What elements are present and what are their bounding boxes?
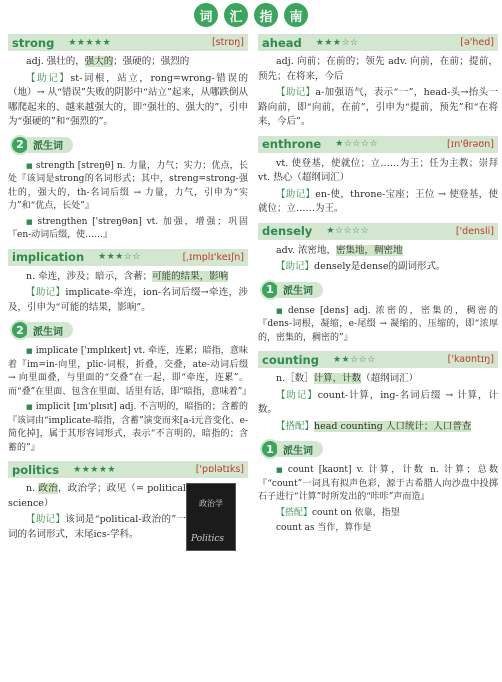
- headword: strong: [12, 35, 55, 50]
- header-char-1: 词: [194, 3, 218, 27]
- headword: implication: [12, 250, 85, 264]
- definition: vt. 使登基，使就位；立……为王；任为主教；崇拜 vt. 热心（超纲词汇）: [258, 157, 498, 183]
- memo: 【助记】implicate-牵连，ion-名词后缀→牵连，涉及，引申为“可能的结果，影响”。: [8, 287, 248, 313]
- pronunciation: ['pɒlətɪks]: [195, 464, 244, 475]
- word-bar-politics: [8, 461, 248, 478]
- derivatives-heading: [10, 319, 248, 341]
- book-subtitle: Politics: [191, 534, 225, 544]
- definition: adj. 向前；在前的；领先 adv. 向前，在前；提前，预先；在将来，今后: [258, 56, 498, 82]
- pronunciation: [strɒŋ]: [211, 37, 244, 48]
- derivatives-count-badge: 1: [260, 439, 280, 459]
- header-char-3: 指: [254, 3, 278, 27]
- derivatives-label: 派生词: [277, 441, 323, 457]
- word-bar-strong: [8, 34, 248, 51]
- book-cover-image: [186, 483, 236, 551]
- header-char-4: 南: [284, 3, 308, 27]
- bullet-square-icon: ■: [276, 466, 285, 474]
- bullet-square-icon: ■: [26, 217, 35, 226]
- word-bar-ahead: [258, 34, 498, 51]
- frequency-stars: ★★★☆☆: [98, 252, 141, 262]
- derived-word: ■ implicate ['ɪmplɪkeɪt] vt. 牵连，连累；暗指，意味着『im=in-向里，plic-词根，折叠，交叠，ate-动词后缀 → 向里面叠，与里面的“交叠”在一起，即“牵连，连累”。而“叠”在里面、包含在里面、话里有话，即“暗指，意味着”』: [8, 346, 252, 397]
- memo: 【助记】en-使，throne-宝座；王位 → 使登基，使就位；立……为王。: [258, 188, 498, 214]
- derived-word: ■ strengthen ['streŋθən] vt. 加强，增强；巩固『en-动词后缀，使……』: [8, 216, 248, 240]
- pronunciation: [ɪn'θrəʊn]: [446, 138, 494, 150]
- right-column: [258, 34, 498, 538]
- memo: 【助记】a-加强语气，表示“一”，head-头→抬头一路向前，即“向前，在前”，引申为“提前，预先”和“在将来，今后”。: [258, 87, 498, 127]
- definition: n. 政治，政治学；政见（= political science）: [8, 483, 186, 509]
- word-bar-densely: [258, 223, 498, 240]
- entry-implication: [8, 249, 252, 456]
- headword: counting: [262, 352, 319, 367]
- pronunciation: [ˌɪmplɪ'keɪʃn]: [182, 251, 244, 263]
- bullet-square-icon: ■: [26, 161, 33, 170]
- headword: enthrone: [262, 137, 322, 151]
- bullet-square-icon: ■: [26, 347, 33, 355]
- collocation: count as 当作，算作是: [276, 523, 372, 533]
- definition: n.［数］计算，计数（超纲词汇）: [276, 373, 419, 384]
- memo: 【助记】count-计算，ing-名词后缀 → 计算，计数。: [258, 389, 498, 415]
- entry-counting: [258, 351, 498, 536]
- left-column: [8, 34, 252, 544]
- bullet-square-icon: ■: [276, 306, 285, 315]
- derivatives-count-badge: 1: [260, 280, 280, 300]
- derivatives-heading: [260, 438, 498, 460]
- definition: adj. 强壮的，强大的；强硬的；强烈的: [26, 56, 190, 67]
- derivatives-count-badge: 2: [10, 135, 30, 155]
- collocation: 【搭配】head counting 人口统计；人口普查: [276, 420, 472, 432]
- entry-politics: [8, 461, 248, 542]
- frequency-stars: ★★★★★: [73, 464, 116, 475]
- memo: 【助记】densely是dense的副词形式。: [276, 261, 446, 272]
- entry-ahead: [258, 34, 498, 130]
- pronunciation: ['kaʊntɪŋ]: [447, 354, 494, 365]
- word-bar-counting: [258, 351, 498, 368]
- frequency-stars: ★★☆☆☆: [332, 354, 376, 365]
- derived-word: ■ strength [streŋθ] n. 力量，力气；实力；优点，长处『该词是strong的名词形式；其中，streng=strong-强壮的，强大的，th-名词后缀 → 力量，力气，引申为“实力”和“优点，长处”』: [8, 160, 248, 211]
- derivatives-label: 派生词: [27, 322, 73, 338]
- headword: ahead: [262, 35, 302, 50]
- memo: 【助记】该词是“political-政治的”一词的名词形式，末尾ics-学科。: [8, 514, 186, 540]
- frequency-stars: ★★★★★: [68, 37, 112, 48]
- header-char-2: 汇: [224, 3, 248, 27]
- pronunciation: [ə'hed]: [460, 37, 494, 48]
- entry-densely: [258, 223, 498, 346]
- derived-word: ■ implicit [ɪm'plɪsɪt] adj. 不言明的，暗指的；含蓄的『该词由“implicate-暗指，含蓄”演变而来[a-i元音变化、e-简化掉]，属于其形容词形式，表示“不言明的，暗指的；含蓄的”』: [8, 402, 248, 453]
- word-bar-implication: [8, 249, 248, 266]
- definition: adv. 浓密地，密集地，稠密地: [276, 244, 403, 256]
- collocation: 【搭配】count on 依靠，指望: [276, 507, 400, 518]
- definition: n. 牵连，涉及；暗示，含蓄；可能的结果，影响: [26, 270, 229, 282]
- derivatives-count-badge: 2: [10, 320, 30, 340]
- derived-word: ■ count [kaʊnt] v. 计算，计数 n. 计算；总数『“count”一词具有拟声色彩，源于古希腊人向沙盘中投掷石子进行“计算”时所发出的“咔咔”声而造』: [258, 465, 498, 502]
- memo: 【助记】st-词根，站立，rong=wrong-错误的（地）→ 从“错误”失败的阴影中“站立”起来，从哪跌倒从哪爬起来的、越来越强大的，即“强壮的、强大的”，引申为“强硬的”和“强烈的”。: [8, 72, 248, 127]
- frequency-stars: ★☆☆☆☆: [335, 139, 379, 149]
- derivatives-label: 派生词: [27, 137, 73, 153]
- bullet-square-icon: ■: [26, 403, 33, 411]
- derivatives-heading: [260, 279, 498, 301]
- section-header: [0, 3, 502, 29]
- entry-enthrone: [258, 136, 498, 217]
- derived-word: ■ dense [dens] adj. 浓密的，密集的，稠密的『dens-词根，凝缩，e-尾缀 → 凝缩的、压缩的，即“浓厚的，密集的，稠密的”』: [258, 305, 498, 343]
- derivatives-heading: [10, 134, 248, 156]
- headword: densely: [262, 224, 313, 238]
- derivatives-label: 派生词: [277, 282, 323, 298]
- headword: politics: [12, 462, 60, 477]
- pronunciation: ['densli]: [455, 225, 494, 237]
- entry-strong: [8, 34, 248, 243]
- frequency-stars: ★☆☆☆☆: [326, 226, 370, 236]
- word-bar-enthrone: [258, 136, 498, 153]
- book-title: 政治学: [199, 499, 223, 508]
- frequency-stars: ★★★☆☆: [315, 37, 359, 48]
